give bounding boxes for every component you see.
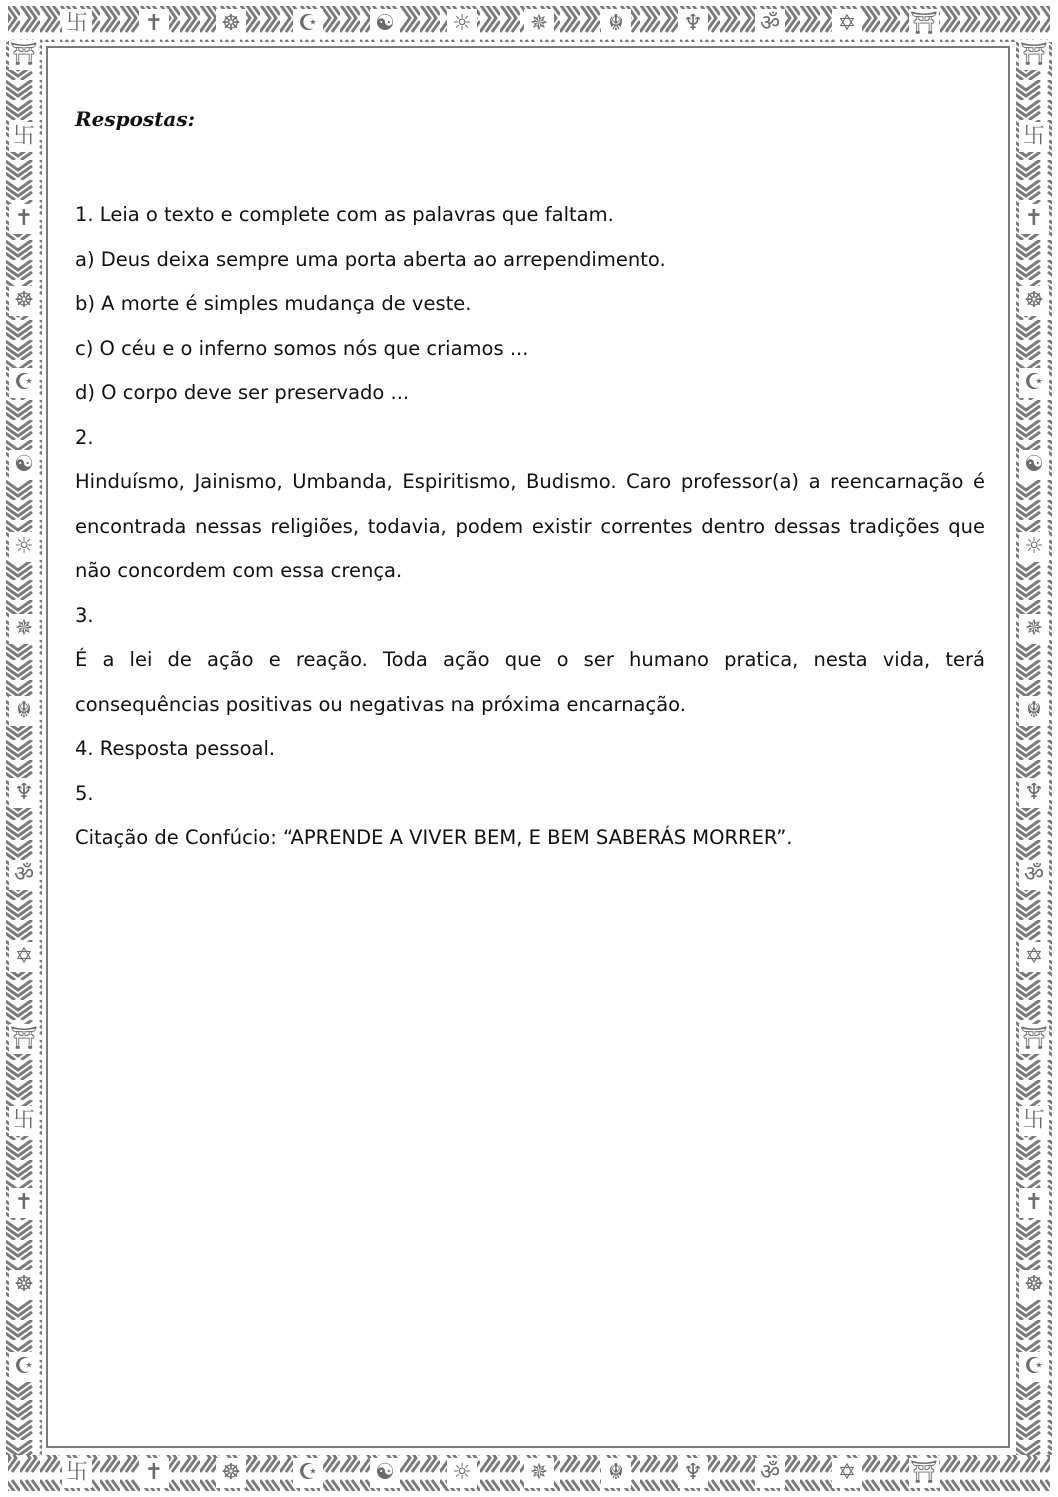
star-icon: ✵ [9,614,39,644]
sun-icon: ☼ [1019,532,1049,562]
crescent-star-icon: ☪ [1019,1352,1049,1382]
cross-icon: ✝ [1019,204,1049,234]
star-icon: ✵ [1019,614,1049,644]
swastika-icon: 卐 [62,1458,92,1488]
yin-yang-icon: ☯ [370,1458,400,1488]
cross-icon: ✝ [1019,1188,1049,1218]
star-of-david-icon: ✡ [9,942,39,972]
crescent-star-icon: ☪ [9,368,39,398]
cross-icon: ✝ [139,9,169,39]
om-icon: ॐ [1019,860,1049,890]
swastika-icon: 卐 [9,1106,39,1136]
swastika-icon: 卐 [1019,1106,1049,1136]
cross-icon: ✝ [9,1188,39,1218]
yin-yang-icon: ☯ [370,9,400,39]
khanda-icon: ☬ [9,696,39,726]
torii-icon: ⛩ [1019,1024,1049,1054]
trident-icon: ♆ [678,9,708,39]
khanda-icon: ☬ [601,9,631,39]
sun-icon: ☼ [9,532,39,562]
answer-2-text: Hinduísmo, Jainismo, Umbanda, Espiritismo, Budismo. Caro professor(a) a reencarnação é encontrada nessas religiões, todavia, podem existir correntes dentro dessas tradições que não concordem com essa crença. [75,470,985,582]
dharma-wheel-icon: ☸ [1019,286,1049,316]
star-of-david-icon: ✡ [832,1458,862,1488]
torii-icon: ⛩ [9,40,39,70]
dharma-wheel-icon: ☸ [1019,1270,1049,1300]
torii-icon: ⛩ [9,1024,39,1054]
torii-icon: ⛩ [909,9,939,39]
answer-1c: c) O céu e o inferno somos nós que criamos ... [75,336,529,360]
dharma-wheel-icon: ☸ [216,9,246,39]
question-3-number: 3. [75,603,94,627]
torii-icon: ⛩ [1019,40,1049,70]
crescent-star-icon: ☪ [1019,368,1049,398]
answers-content [75,90,985,861]
crescent-star-icon: ☪ [293,9,323,39]
star-icon: ✵ [524,1458,554,1488]
swastika-icon: 卐 [62,9,92,39]
om-icon: ॐ [755,9,785,39]
question-5-number: 5. [75,781,94,805]
khanda-icon: ☬ [601,1458,631,1488]
answer-1a: a) Deus deixa sempre uma porta aberta ao arrependimento. [75,247,666,271]
page-title: Respostas: [75,107,196,131]
star-icon: ✵ [524,9,554,39]
dharma-wheel-icon: ☸ [9,286,39,316]
dharma-wheel-icon: ☸ [216,1458,246,1488]
answer-4: 4. Resposta pessoal. [75,737,276,760]
question-1-heading: 1. Leia o texto e complete com as palavras que faltam. [75,203,614,226]
trident-icon: ♆ [678,1458,708,1488]
yin-yang-icon: ☯ [1019,450,1049,480]
trident-icon: ♆ [9,778,39,808]
sun-icon: ☼ [447,9,477,39]
question-2-number: 2. [75,425,94,449]
sun-icon: ☼ [447,1458,477,1488]
crescent-star-icon: ☪ [293,1458,323,1488]
swastika-icon: 卐 [1019,122,1049,152]
crescent-star-icon: ☪ [9,1352,39,1382]
answer-3-text: É a lei de ação e reação. Toda ação que o ser humano pratica, nesta vida, terá consequências positivas ou negativas na próxima encarnação. [75,648,985,716]
torii-icon: ⛩ [909,1458,939,1488]
khanda-icon: ☬ [1019,696,1049,726]
star-of-david-icon: ✡ [832,9,862,39]
om-icon: ॐ [9,860,39,890]
answer-5-quote: Citação de Confúcio: “APRENDE A VIVER BEM, E BEM SABERÁS MORRER”. [75,826,793,849]
trident-icon: ♆ [1019,778,1049,808]
dharma-wheel-icon: ☸ [9,1270,39,1300]
swastika-icon: 卐 [9,122,39,152]
cross-icon: ✝ [9,204,39,234]
answer-1d: d) O corpo deve ser preservado ... [75,381,410,404]
answer-1b: b) A morte é simples mudança de veste. [75,292,472,315]
yin-yang-icon: ☯ [9,450,39,480]
star-of-david-icon: ✡ [1019,942,1049,972]
om-icon: ॐ [755,1458,785,1488]
cross-icon: ✝ [139,1458,169,1488]
